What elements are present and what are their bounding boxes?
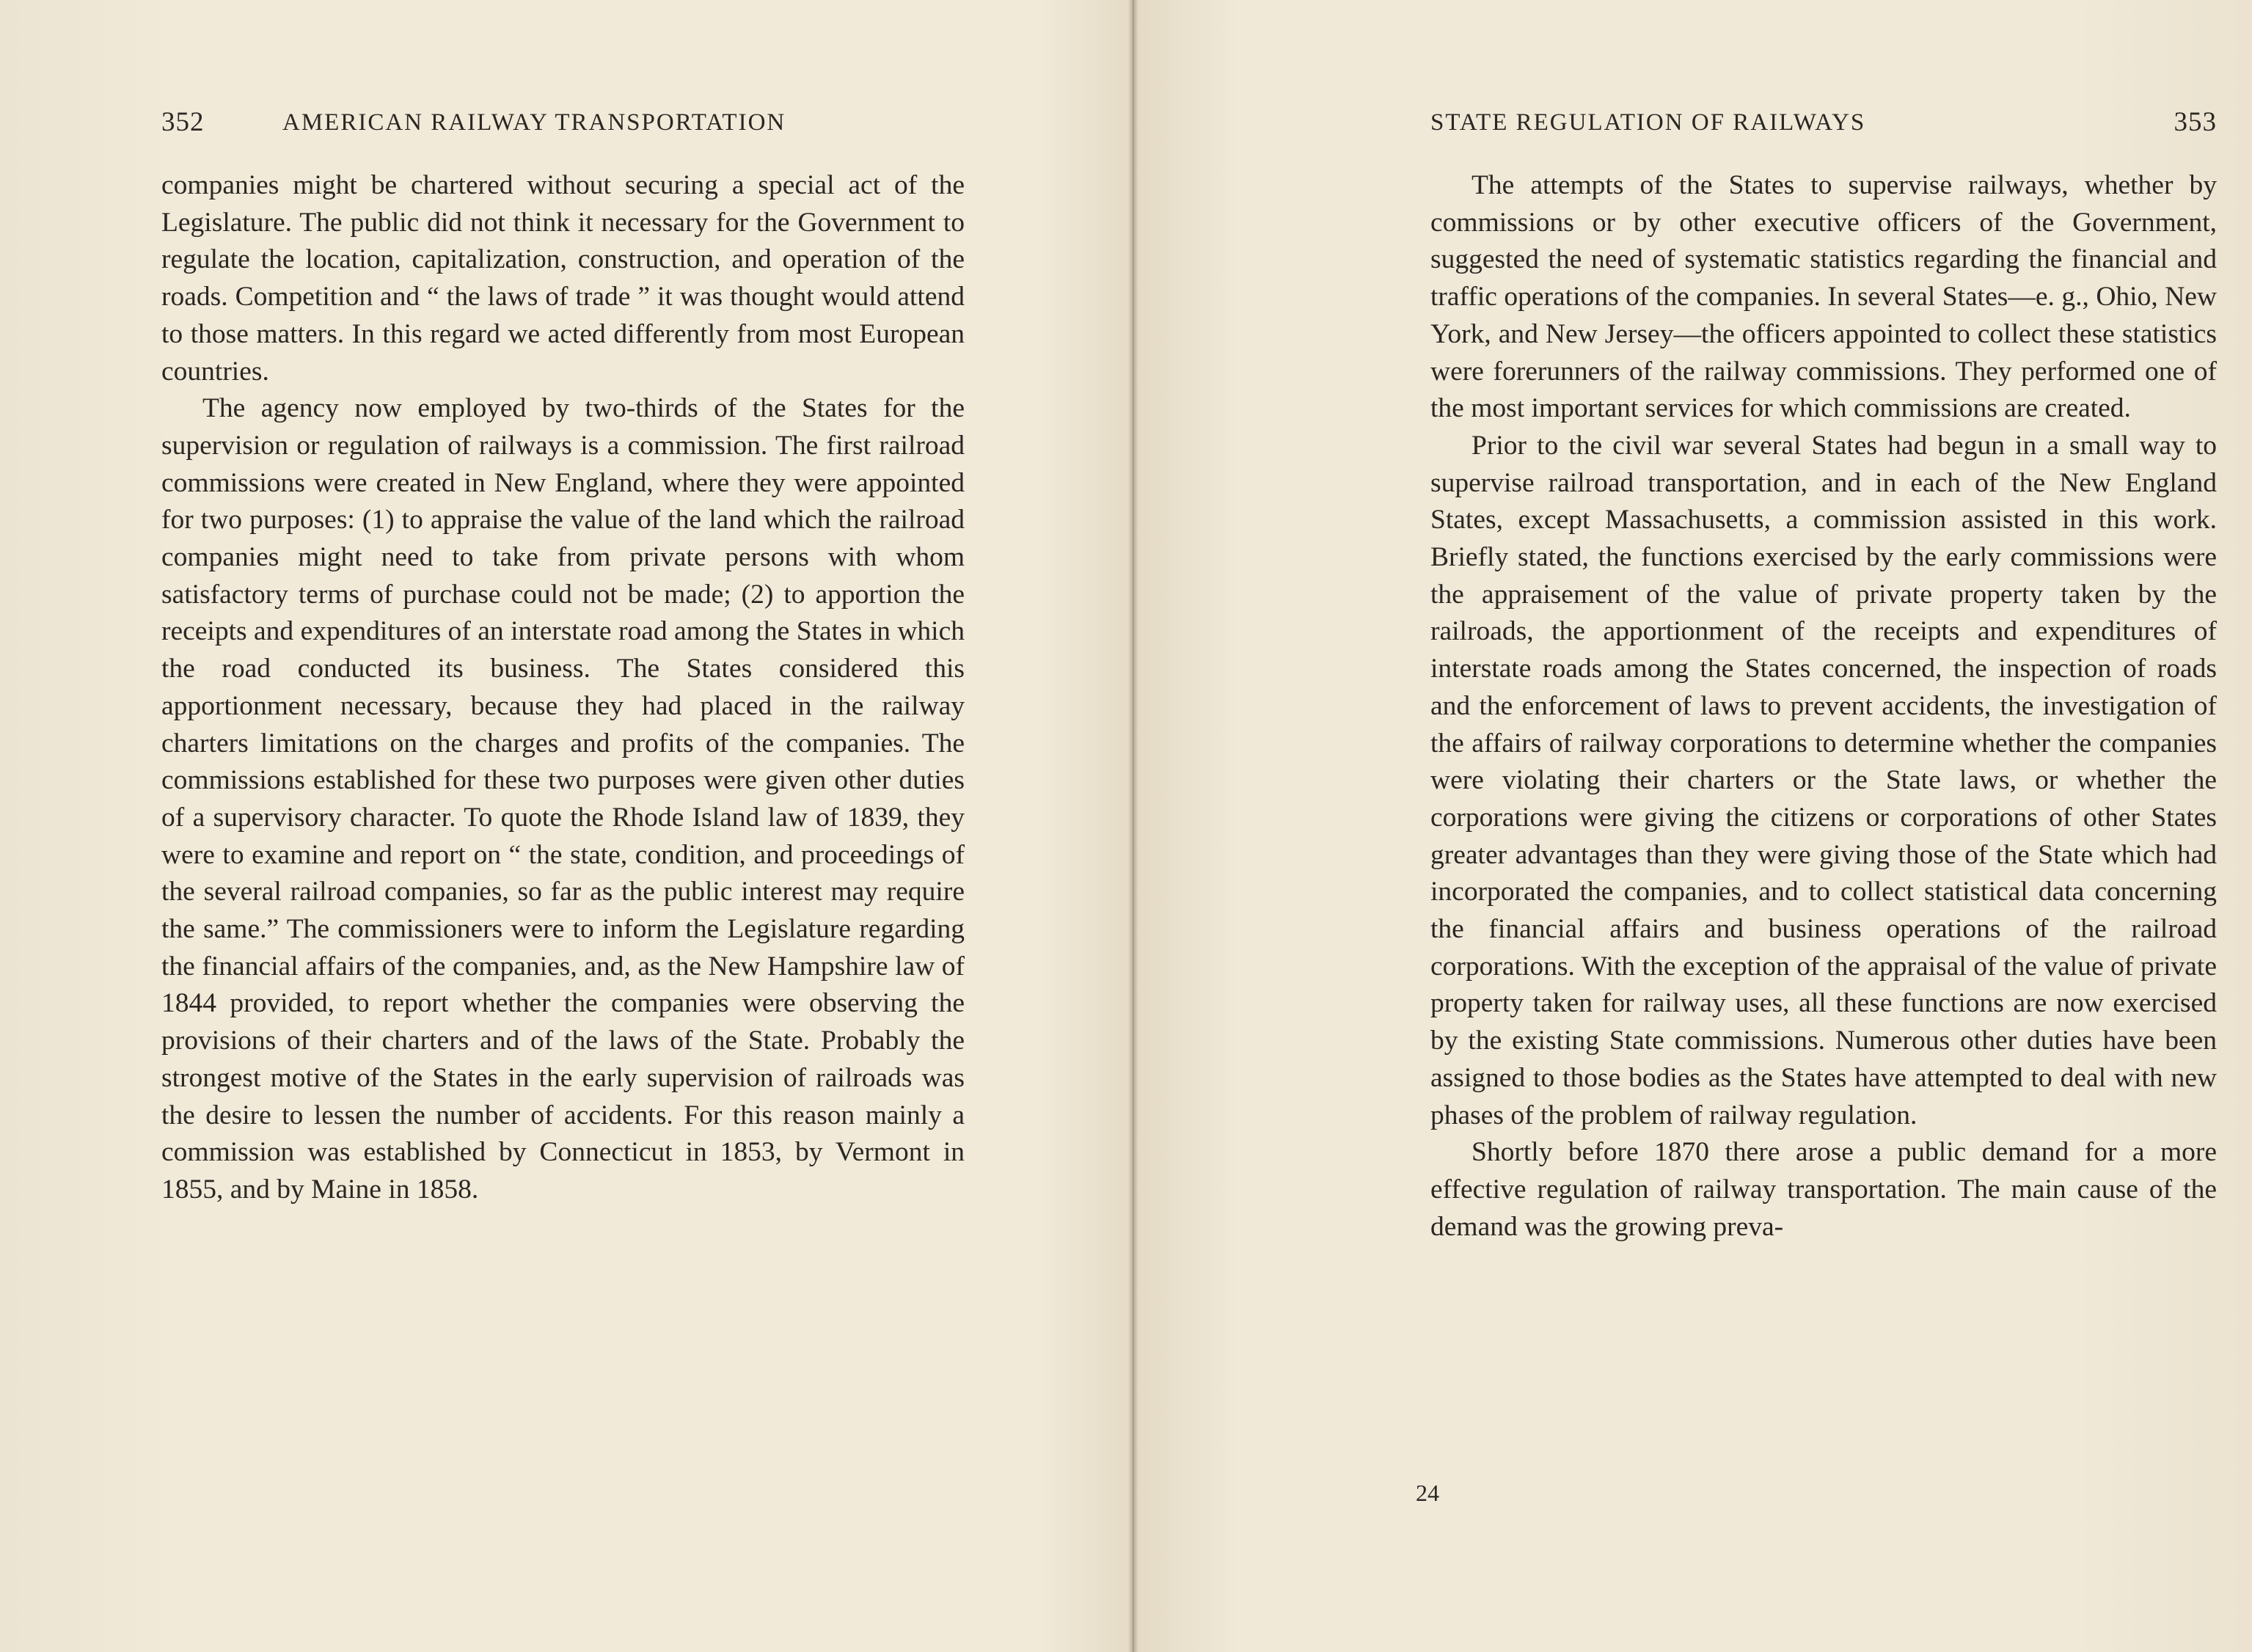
left-paragraph-2: The agency now employed by two-thirds of the States for the supervision or regulation of railways is a commission. The first railroad commissions were created in New England, where they were appointed for two purposes: (1) to appraise the value of the land which the railroad companies might need to take from private persons with whom satisfactory terms of purchase could not be made; (2) to apportion the receipts and expenditures of an interstate road among the States in which the road conducted its business. The States considered this apportionment necessary, because they had placed in the railway charters limitations on the charges and profits of the companies. The commissions established for these two purposes were given other duties of a supervisory character. To quote the Rhode Island law of 1839, they were to examine and report on “ the state, condition, and proceedings of the several railroad companies, so far as the public interest may require the same.” The commissioners were to inform the Legislature regarding the financial affairs of the companies, and, as the New Hampshire law of 1844 provided, to report whether the companies were observing the provisions of their charters and of the laws of the State. Probably the strongest motive of the States in the early supervision of railroads was the desire to lessen the number of accidents. For this reason mainly a commission was established by Connecticut in 1853, by Vermont in 1855, and by Maine in 1858. xyxy=(161,393,965,1205)
right-paragraph-2: Prior to the civil war several States had begun in a small way to supervise railroad transportation, and in each of the New England States, except Massachusetts, a commission assisted in this work. Briefly stated, the functions exercised by the early commissions were the appraisement of the value of private property taken by the railroads, the apportionment of the receipts and expenditures of interstate roads among the States concerned, the inspection of roads and the enforcement of laws to prevent accidents, the investigation of the affairs of railway corporations to determine whether the companies were violating their charters or the State laws, or whether the corporations were giving the citizens or corporations of other States greater advantages than they were giving those of the State which had incorporated the companies, and to collect statistical data concerning the financial affairs and business operations of the railroad corporations. With the exception of the appraisal of the value of private property taken for railway uses, all these functions are now exercised by the existing State commissions. Numerous other duties have been assigned to those bodies as the States have attempted to deal with new phases of the problem of railway regulation. xyxy=(1430,430,2217,1130)
right-running-title: STATE REGULATION OF RAILWAYS xyxy=(1430,109,1866,136)
left-page-number: 352 xyxy=(161,107,205,137)
right-paragraph-3: Shortly before 1870 there arose a public demand for a more effective regulation of railway transportation. The main cause of the demand was the growing preva- xyxy=(1430,1137,2217,1242)
right-paragraph-1: The attempts of the States to supervise railways, whether by commissions or by other executive officers of the Government, suggested the need of systematic statistics regarding the financial and traffic operations of the companies. In several States—e. g., Ohio, New York, and New Jersey—the officers appointed to collect these statistics were forerunners of the railway commissions. They performed one of the most important services for which commissions are created. xyxy=(1430,170,2217,424)
right-page xyxy=(1138,0,2252,1652)
left-running-title: AMERICAN RAILWAY TRANSPORTATION xyxy=(282,109,786,136)
left-paragraph-1: companies might be chartered without securing a special act of the Legislature. The public did not think it necessary for the Government to regulate the location, capitalization, construction, and operation of the roads. Competition and “ the laws of trade ” it was thought would attend to those matters. In this regard we acted differently from most European countries. xyxy=(161,170,965,387)
right-running-head xyxy=(1430,104,2217,141)
book-gutter xyxy=(1128,0,1138,1652)
signature-mark: 24 xyxy=(1416,1480,1439,1506)
right-page-number: 353 xyxy=(2174,107,2217,137)
left-body-text xyxy=(161,167,965,1209)
left-running-head xyxy=(161,104,965,141)
right-body-text xyxy=(1430,167,2217,1246)
